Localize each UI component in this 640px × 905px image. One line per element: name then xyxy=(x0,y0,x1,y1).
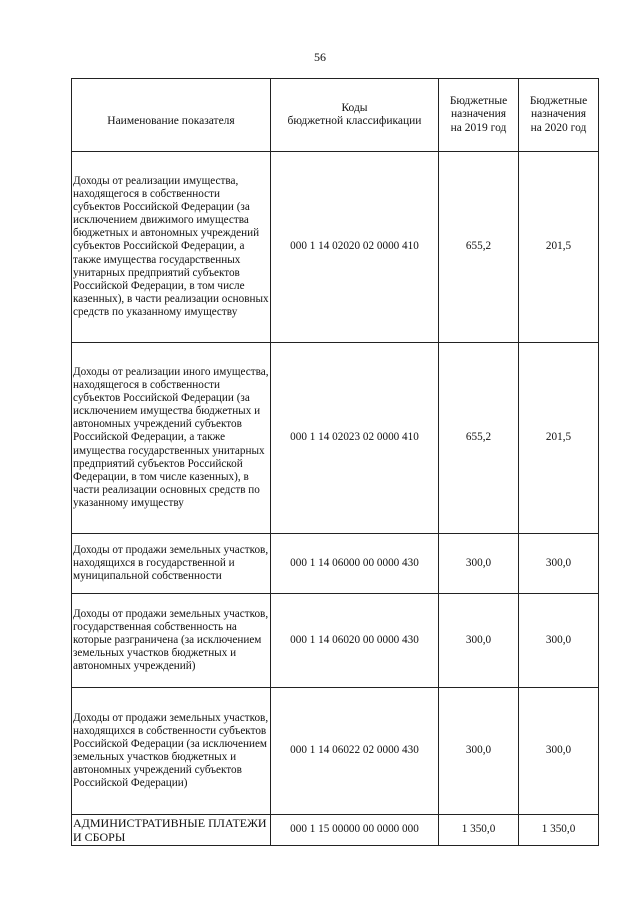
header-budget-codes xyxy=(271,79,439,152)
table-row xyxy=(72,152,599,343)
table-row xyxy=(72,594,599,688)
header-2019-line3: на 2019 год xyxy=(450,121,507,134)
budget-code-cell: 000 1 14 06000 00 0000 430 xyxy=(271,534,439,594)
budget-code-cell: 000 1 14 02020 02 0000 410 xyxy=(271,152,439,343)
indicator-name-cell: АДМИНИСТРАТИВНЫЕ ПЛАТЕЖИ И СБОРЫ xyxy=(72,815,271,846)
budget-code-cell: 000 1 14 06020 00 0000 430 xyxy=(271,594,439,688)
budget-2020-cell: 300,0 xyxy=(519,594,599,688)
table-row xyxy=(72,688,599,815)
header-2020-line1: Бюджетные xyxy=(529,94,588,107)
budget-table xyxy=(71,78,599,846)
budget-2020-cell: 201,5 xyxy=(519,152,599,343)
budget-2020-cell: 300,0 xyxy=(519,688,599,815)
indicator-name-cell: Доходы от продажи земельных участков, находящихся в собственности субъектов Российской Федерации (за исключением земельных участков бюджетных и автономных учреждений субъектов Российской Федерации) xyxy=(72,688,271,815)
header-budget-2020 xyxy=(519,79,599,152)
budget-2019-cell: 300,0 xyxy=(439,534,519,594)
indicator-name-cell: Доходы от продажи земельных участков, государственная собственность на которые разграничена (за исключением земельных участков бюджетных и автономных учреждений) xyxy=(72,594,271,688)
table-row xyxy=(72,343,599,534)
budget-2019-cell: 1 350,0 xyxy=(439,815,519,846)
header-2019-line1: Бюджетные xyxy=(449,94,508,107)
budget-code-cell: 000 1 15 00000 00 0000 000 xyxy=(271,815,439,846)
indicator-name-cell: Доходы от реализации иного имущества, находящегося в собственности субъектов Российской Федерации (за исключением имущества бюджетных и автономных учреждений субъектов Российской Федерации, а также имущества государственных унитарных предприятий субъектов Российской Федерации, в том числе казенных), в части реализации основных средств по указанному имуществу xyxy=(72,343,271,534)
page-number: 56 xyxy=(314,50,326,64)
budget-2019-cell: 655,2 xyxy=(439,343,519,534)
header-budget-2019 xyxy=(439,79,519,152)
table-header-row xyxy=(72,79,599,152)
header-2020-line3: на 2020 год xyxy=(530,121,587,134)
budget-code-cell: 000 1 14 06022 02 0000 430 xyxy=(271,688,439,815)
header-codes-line1: Коды xyxy=(341,101,368,114)
header-codes-line2: бюджетной классификации xyxy=(287,115,422,127)
table-row xyxy=(72,815,599,846)
budget-2019-cell: 655,2 xyxy=(439,152,519,343)
budget-2020-cell: 1 350,0 xyxy=(519,815,599,846)
budget-2019-cell: 300,0 xyxy=(439,688,519,815)
indicator-name-cell: Доходы от продажи земельных участков, находящихся в государственной и муниципальной собственности xyxy=(72,534,271,594)
budget-2020-cell: 300,0 xyxy=(519,534,599,594)
table-row xyxy=(72,534,599,594)
indicator-name-cell: Доходы от реализации имущества, находящегося в собственности субъектов Российской Федерации (за исключением движимого имущества бюджетных и автономных учреждений субъектов Российской Федерации, а также имущества государственных унитарных предприятий субъектов Российской Федерации, в том числе казенных), в части реализации основных средств по указанному имуществу xyxy=(72,152,271,343)
header-indicator-name: Наименование показателя xyxy=(72,79,271,152)
budget-code-cell: 000 1 14 02023 02 0000 410 xyxy=(271,343,439,534)
header-2020-line2: назначения xyxy=(530,108,587,121)
header-2019-line2: назначения xyxy=(450,108,507,121)
budget-2020-cell: 201,5 xyxy=(519,343,599,534)
budget-2019-cell: 300,0 xyxy=(439,594,519,688)
